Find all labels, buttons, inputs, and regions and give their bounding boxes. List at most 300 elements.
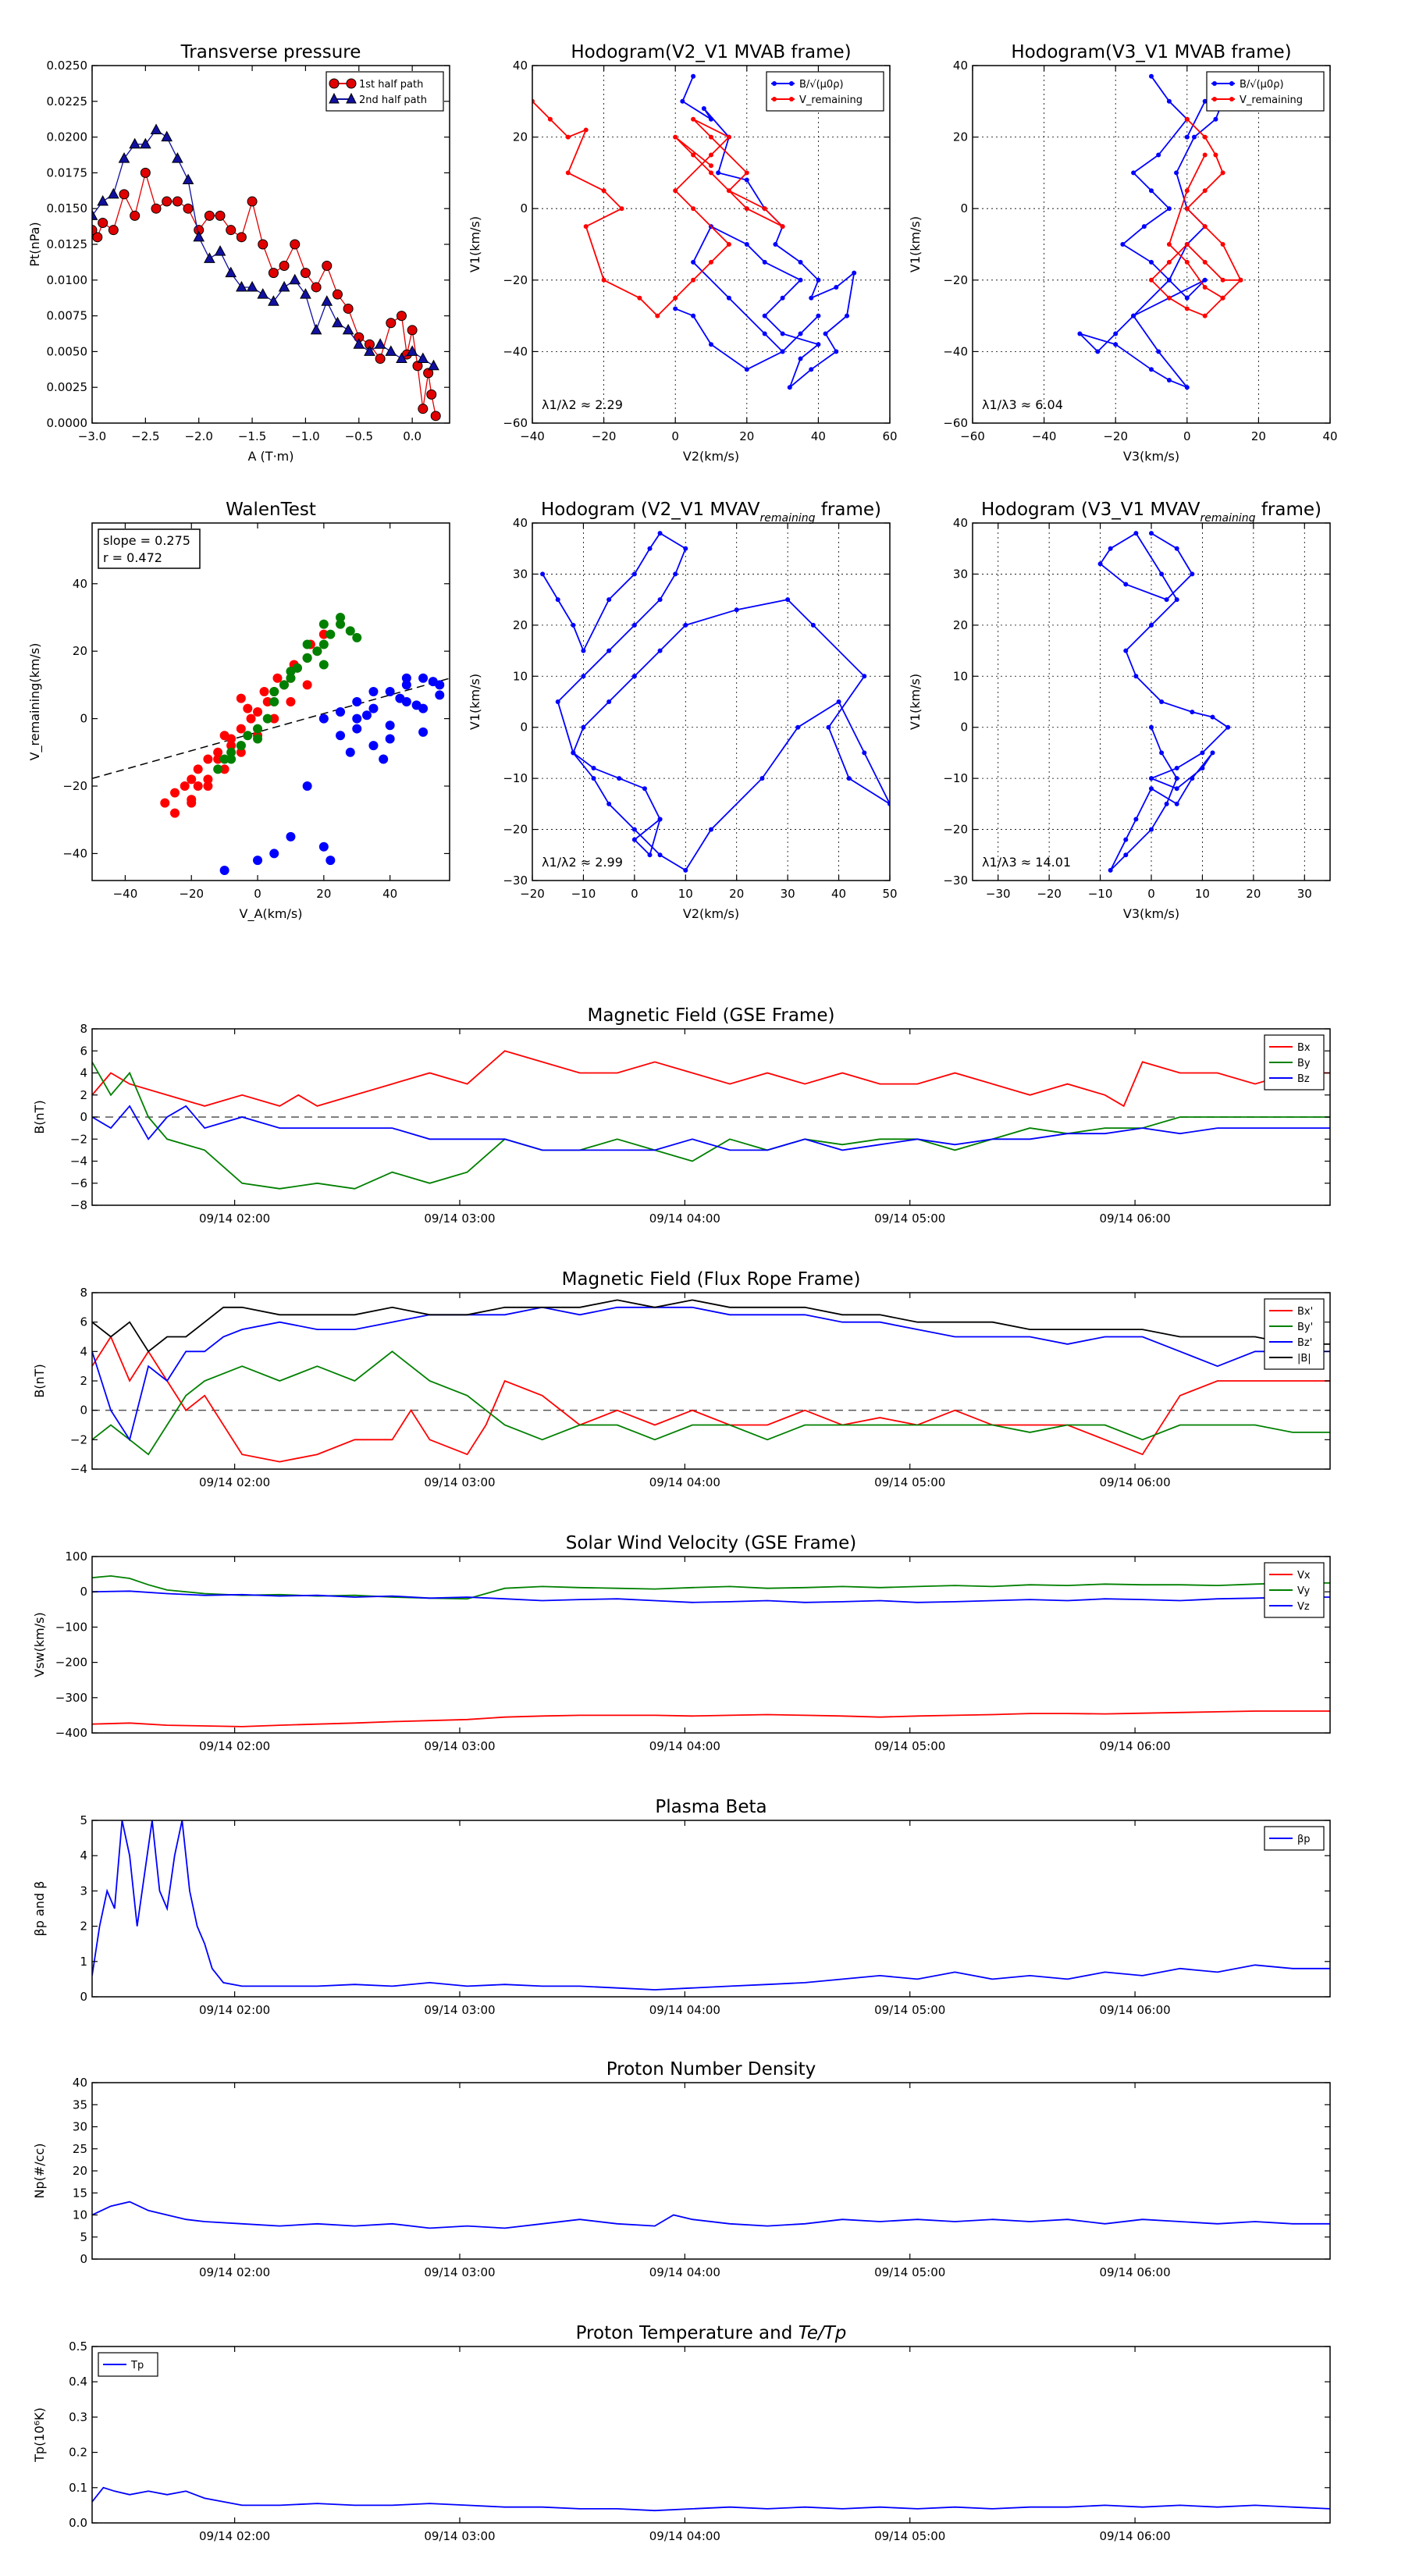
data-point — [183, 175, 194, 184]
legend-marker — [1212, 97, 1217, 101]
data-point — [606, 597, 611, 602]
data-point — [781, 349, 785, 354]
x-tick-label: 09/14 06:00 — [1099, 1475, 1171, 1489]
data-point — [1175, 776, 1179, 781]
data-point — [368, 741, 378, 750]
data-point — [799, 357, 803, 361]
chart-title — [606, 2059, 816, 2080]
chart-title — [541, 500, 881, 525]
data-point — [1165, 802, 1169, 806]
data-point — [581, 649, 585, 653]
y-tick-label: 8 — [80, 1022, 87, 1036]
y-tick-label: 0 — [520, 720, 528, 735]
chart-p6 — [908, 500, 1330, 921]
chart-title-main: Transverse pressure — [180, 42, 361, 62]
data-point — [431, 411, 440, 421]
data-point — [581, 674, 585, 678]
data-point — [418, 674, 428, 683]
legend-label: Tp — [131, 2360, 144, 2371]
y-tick-label: 20 — [72, 2164, 87, 2178]
y-tick-label: −300 — [55, 1690, 87, 1705]
data-point — [617, 776, 621, 781]
data-point — [735, 607, 739, 612]
x-tick-label: 10 — [678, 887, 693, 901]
data-point — [243, 731, 252, 740]
x-axis-label: V2(km/s) — [682, 906, 740, 921]
chart-title — [180, 42, 361, 62]
chart-p10 — [32, 1797, 1330, 2017]
data-point — [386, 318, 396, 328]
x-tick-label: 09/14 05:00 — [874, 2003, 946, 2017]
x-tick-label: 10 — [1194, 887, 1210, 901]
data-point — [691, 74, 695, 79]
data-point — [862, 750, 866, 755]
x-tick-label: 09/14 06:00 — [1099, 2529, 1171, 2543]
data-point — [1221, 278, 1225, 283]
x-tick-label: 40 — [382, 887, 398, 901]
data-point — [1185, 306, 1190, 311]
data-point — [1167, 260, 1172, 265]
y-tick-label: 40 — [952, 59, 968, 73]
data-point — [253, 735, 262, 744]
data-point — [658, 597, 663, 602]
data-point — [781, 332, 785, 336]
data-point — [1203, 135, 1208, 140]
data-point — [253, 856, 262, 865]
data-point — [584, 224, 589, 229]
chart-p11 — [32, 2059, 1330, 2279]
x-tick-label: 20 — [729, 887, 745, 901]
data-point — [759, 776, 764, 781]
series-line-1 — [92, 1351, 1330, 1454]
y-tick-label: 8 — [80, 1286, 87, 1300]
legend-label: Vz — [1297, 1601, 1310, 1613]
legend-marker — [789, 81, 794, 86]
data-point — [1213, 153, 1218, 158]
y-axis-label: V1(km/s) — [468, 673, 482, 731]
data-point — [1133, 531, 1138, 535]
data-point — [1185, 188, 1190, 193]
data-point — [845, 314, 849, 318]
x-tick-label: 09/14 04:00 — [649, 1739, 720, 1753]
data-point — [247, 714, 256, 724]
y-tick-label: 0.0225 — [46, 94, 87, 109]
data-point — [727, 242, 731, 247]
data-point — [303, 680, 312, 689]
x-tick-label: −40 — [1031, 429, 1057, 443]
data-point — [1221, 296, 1225, 301]
data-point — [709, 827, 713, 832]
data-point — [1156, 349, 1161, 354]
data-point — [1185, 296, 1190, 301]
data-point — [352, 724, 361, 734]
legend-label: Vx — [1297, 1570, 1311, 1582]
data-point — [658, 817, 663, 821]
series-group — [1077, 74, 1243, 390]
series-group — [540, 531, 892, 873]
x-tick-label: 09/14 06:00 — [1099, 2265, 1171, 2279]
data-point — [325, 856, 335, 865]
legend — [326, 72, 443, 111]
y-tick-label: −60 — [503, 416, 528, 430]
data-point — [170, 788, 180, 798]
eigenvalue-ratio-label: λ1/λ2 ≈ 2.29 — [542, 397, 623, 412]
eigenvalue-ratio-label: λ1/λ2 ≈ 2.99 — [542, 855, 623, 870]
data-point — [1077, 332, 1082, 336]
y-tick-label: 0.0075 — [46, 308, 87, 323]
data-point — [1200, 750, 1204, 755]
legend — [1264, 1299, 1324, 1369]
chart-title-main: Hodogram (V2_V1 MVAV — [540, 500, 760, 520]
data-point — [834, 285, 838, 290]
y-tick-label: 0 — [80, 1585, 87, 1599]
data-point — [773, 242, 777, 247]
chart-title-suffix: frame) — [1255, 500, 1322, 520]
data-point — [1123, 852, 1128, 857]
x-tick-label: 40 — [831, 887, 847, 901]
legend-marker — [329, 79, 339, 88]
data-point — [375, 354, 385, 364]
y-tick-label: −100 — [55, 1620, 87, 1635]
data-point — [673, 135, 678, 140]
series-group — [1098, 531, 1231, 873]
x-tick-label: 09/14 02:00 — [199, 2003, 271, 2017]
legend-box — [1264, 1299, 1324, 1369]
data-point — [303, 653, 312, 663]
series-group — [92, 1300, 1330, 1461]
x-tick-label: −3.0 — [77, 429, 107, 443]
data-point — [1098, 561, 1103, 566]
y-tick-label: 40 — [72, 576, 87, 591]
y-tick-label: −2 — [69, 1132, 87, 1147]
legend-label: V_remaining — [1240, 94, 1304, 106]
data-point — [286, 697, 295, 706]
data-point — [1131, 314, 1136, 318]
x-tick-label: 09/14 02:00 — [199, 1475, 271, 1489]
data-point — [745, 206, 749, 211]
data-point — [1149, 827, 1154, 832]
chart-title-main: WalenTest — [226, 500, 316, 520]
data-point — [763, 314, 767, 318]
legend-marker — [789, 97, 794, 101]
series-group — [160, 613, 444, 875]
x-tick-label: 0.0 — [403, 429, 422, 443]
chart-title — [562, 1269, 861, 1290]
data-point — [632, 838, 637, 842]
y-tick-label: 20 — [512, 130, 528, 144]
y-tick-label: 40 — [952, 516, 968, 530]
data-point — [368, 687, 378, 696]
data-point — [429, 677, 438, 686]
plot-frame — [92, 66, 450, 423]
x-tick-label: −2.5 — [131, 429, 160, 443]
data-point — [215, 211, 225, 220]
y-tick-label: 4 — [80, 1066, 87, 1080]
data-point — [226, 268, 236, 277]
series-line-2 — [92, 1591, 1330, 1603]
y-tick-label: 0 — [80, 1110, 87, 1124]
y-tick-label: −20 — [62, 779, 87, 794]
chart-title-main: Hodogram(V3_V1 MVAB frame) — [1011, 42, 1292, 62]
data-point — [1213, 117, 1218, 122]
series-line-0 — [1101, 533, 1229, 870]
x-tick-label: 09/14 05:00 — [874, 1475, 946, 1489]
x-tick-label: 50 — [882, 887, 898, 901]
data-point — [333, 290, 342, 299]
data-point — [205, 253, 215, 262]
data-point — [1167, 296, 1172, 301]
chart-p12 — [32, 2323, 1330, 2543]
data-point — [799, 278, 803, 283]
chart-p2 — [468, 42, 898, 464]
data-point — [397, 311, 406, 321]
x-tick-label: 09/14 03:00 — [424, 1475, 496, 1489]
x-tick-label: 0 — [631, 887, 638, 901]
legend-label: 1st half path — [359, 79, 424, 91]
data-point — [333, 318, 343, 327]
data-point — [816, 314, 820, 318]
y-tick-label: 35 — [72, 2097, 87, 2112]
chart-title — [588, 1005, 835, 1026]
x-tick-label: 0 — [1183, 429, 1191, 443]
data-point — [311, 325, 322, 334]
y-tick-label: 6 — [80, 1044, 87, 1059]
data-point — [785, 597, 790, 602]
legend-label: B/√(μ0ρ) — [799, 79, 844, 91]
data-point — [1149, 74, 1154, 79]
data-point — [1142, 224, 1147, 229]
data-point — [319, 640, 329, 649]
chart-title-main: Magnetic Field (GSE Frame) — [587, 1005, 835, 1026]
legend — [1264, 1827, 1324, 1850]
chart-title — [576, 2323, 847, 2343]
data-point — [429, 361, 439, 370]
y-tick-label: 30 — [72, 2119, 87, 2134]
data-point — [709, 260, 713, 265]
data-point — [279, 282, 290, 291]
y-tick-label: 0.0025 — [46, 380, 87, 395]
data-point — [1175, 786, 1179, 791]
data-point — [637, 296, 642, 301]
y-tick-label: 2 — [80, 1374, 87, 1388]
data-point — [346, 626, 355, 635]
data-point — [673, 306, 678, 311]
x-tick-label: −60 — [960, 429, 985, 443]
y-tick-label: −60 — [943, 416, 968, 430]
data-point — [834, 349, 838, 354]
chart-p1 — [27, 42, 450, 464]
data-point — [683, 623, 688, 628]
legend — [767, 72, 884, 111]
data-point — [1167, 99, 1172, 104]
data-point — [130, 139, 140, 148]
chart-p7 — [32, 1005, 1330, 1226]
data-point — [319, 842, 329, 852]
data-point — [811, 623, 816, 628]
data-point — [386, 720, 395, 730]
y-tick-label: 0 — [80, 2252, 87, 2266]
data-point — [343, 325, 354, 334]
y-tick-label: −40 — [503, 344, 528, 359]
x-tick-label: 30 — [780, 887, 795, 901]
y-tick-label: −2 — [69, 1432, 87, 1447]
data-point — [1108, 546, 1113, 551]
data-point — [203, 774, 212, 784]
data-point — [691, 314, 695, 318]
data-point — [1120, 242, 1125, 247]
y-tick-label: 10 — [952, 669, 968, 684]
series-line-3 — [92, 1300, 1330, 1351]
data-point — [852, 271, 856, 276]
data-point — [130, 211, 140, 220]
x-tick-label: 0 — [1147, 887, 1155, 901]
data-point — [286, 832, 295, 841]
chart-p5 — [468, 500, 898, 921]
data-point — [162, 132, 172, 141]
data-point — [1133, 817, 1138, 821]
data-point — [336, 731, 345, 740]
data-point — [151, 124, 162, 133]
y-tick-label: 0.0175 — [46, 165, 87, 180]
y-tick-label: −30 — [503, 873, 528, 888]
x-tick-label: 09/14 06:00 — [1099, 2003, 1171, 2017]
data-point — [312, 646, 322, 656]
chart-p4 — [27, 500, 450, 922]
x-tick-label: −10 — [1087, 887, 1113, 901]
data-point — [1175, 802, 1179, 806]
y-tick-label: 0.0100 — [46, 272, 87, 287]
data-point — [702, 106, 706, 111]
data-point — [1200, 766, 1204, 770]
data-point — [1149, 725, 1154, 730]
data-point — [1167, 206, 1172, 211]
y-tick-label: 0.0150 — [46, 201, 87, 216]
data-point — [1190, 571, 1194, 576]
data-point — [799, 332, 803, 336]
y-tick-label: 10 — [512, 669, 528, 684]
data-point — [352, 633, 361, 642]
chart-title — [1011, 42, 1291, 62]
data-point — [1159, 750, 1164, 755]
series-line-0 — [92, 2488, 1330, 2510]
legend-label: Bz — [1297, 1073, 1310, 1085]
data-point — [269, 269, 278, 278]
data-point — [1190, 776, 1194, 781]
data-point — [691, 206, 695, 211]
data-point — [1123, 838, 1128, 842]
x-tick-label: 40 — [810, 429, 826, 443]
data-point — [592, 766, 596, 770]
data-point — [745, 367, 749, 372]
data-point — [1156, 153, 1161, 158]
data-point — [1149, 786, 1154, 791]
series-line-0 — [92, 1337, 1330, 1462]
y-tick-label: 100 — [65, 1550, 87, 1564]
data-point — [763, 332, 767, 336]
data-point — [556, 597, 560, 602]
data-point — [1239, 278, 1243, 283]
data-point — [253, 724, 262, 734]
data-point — [727, 188, 731, 193]
x-tick-label: −20 — [1103, 429, 1129, 443]
data-point — [816, 342, 820, 347]
chart-title-main: Magnetic Field (Flux Rope Frame) — [561, 1269, 861, 1290]
x-tick-label: 60 — [882, 429, 898, 443]
data-point — [237, 741, 246, 750]
data-point — [781, 296, 785, 301]
y-tick-label: −200 — [55, 1655, 87, 1670]
y-tick-label: −400 — [55, 1726, 87, 1740]
y-tick-label: 20 — [952, 130, 968, 144]
legend — [1264, 1035, 1324, 1090]
legend-label: |B| — [1297, 1353, 1311, 1364]
y-tick-label: 0.0000 — [46, 416, 87, 430]
data-point — [418, 728, 428, 737]
x-axis-label: V_A(km/s) — [239, 906, 303, 921]
data-point — [847, 776, 852, 781]
data-point — [606, 649, 611, 653]
data-point — [691, 260, 695, 265]
data-point — [303, 781, 312, 791]
y-tick-label: −20 — [943, 822, 968, 837]
y-tick-label: −20 — [503, 272, 528, 287]
data-point — [279, 680, 289, 689]
data-point — [1185, 242, 1190, 247]
y-tick-label: 40 — [72, 2076, 87, 2090]
data-point — [247, 282, 258, 291]
y-tick-label: 3 — [80, 1884, 87, 1898]
data-point — [226, 735, 236, 744]
chart-title-main: Plasma Beta — [655, 1797, 767, 1817]
y-tick-label: −30 — [943, 873, 968, 888]
chart-title-main: Hodogram (V3_V1 MVAV — [980, 500, 1200, 520]
y-tick-label: 5 — [80, 1813, 87, 1827]
legend-marker — [1229, 81, 1234, 86]
legend — [98, 2353, 158, 2376]
data-point — [435, 690, 444, 699]
data-point — [781, 224, 785, 229]
y-tick-label: 10 — [72, 2208, 87, 2222]
y-axis-label: βp and β — [32, 1880, 47, 1937]
data-point — [745, 242, 749, 247]
data-point — [658, 531, 663, 535]
data-point — [647, 852, 652, 857]
legend — [1207, 72, 1324, 111]
x-tick-label: 09/14 02:00 — [199, 2265, 271, 2279]
y-tick-label: 40 — [512, 59, 528, 73]
legend-label: Vy — [1297, 1585, 1311, 1597]
data-point — [1203, 153, 1208, 158]
data-point — [336, 613, 345, 622]
data-point — [272, 674, 282, 683]
y-tick-label: 0.3 — [69, 2410, 87, 2425]
data-point — [1192, 135, 1197, 140]
x-tick-label: 30 — [1297, 887, 1312, 901]
data-point — [1133, 674, 1138, 678]
x-tick-label: 09/14 05:00 — [874, 2529, 946, 2543]
y-tick-label: 0 — [80, 1990, 87, 2004]
data-point — [673, 296, 678, 301]
data-point — [1221, 170, 1225, 175]
data-point — [402, 674, 411, 683]
y-tick-label: 1 — [80, 1954, 87, 1969]
x-tick-label: 09/14 02:00 — [199, 2529, 271, 2543]
data-point — [581, 725, 585, 730]
data-point — [709, 117, 713, 122]
y-axis-label: V1(km/s) — [908, 215, 923, 273]
data-point — [632, 827, 637, 832]
chart-title-subscript: remaining — [1200, 512, 1256, 525]
